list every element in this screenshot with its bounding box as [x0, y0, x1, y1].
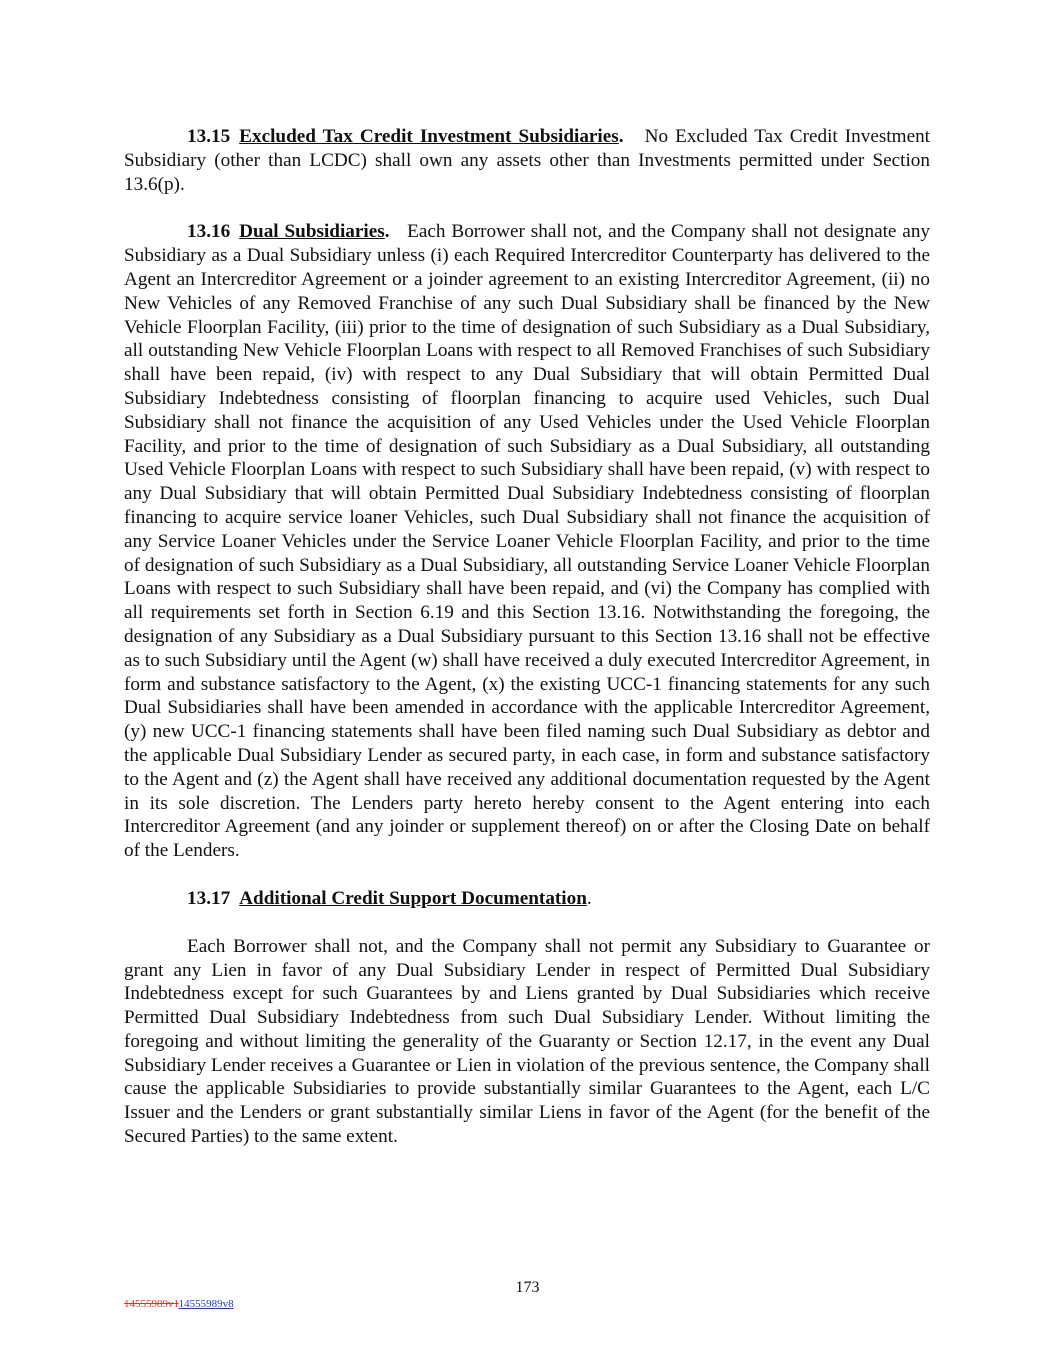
section-heading: Dual Subsidiaries — [239, 221, 385, 243]
document-id-deleted: 14555989v1 — [124, 1298, 179, 1310]
section-text: No Excluded Tax Credit Investment Subsidiary (other than LCDC) shall own any assets other than Investments permitted under Section 13.6(p). — [124, 126, 931, 195]
section-13-16: 13.16 Dual Subsidiaries. Each Borrower shall not, and the Company shall not designate any Subsidiary as a Dual Subsidiary unless (i) each Required Intercreditor Counterparty has delivered to the Agent an Intercreditor Agreement or a joinder agreement to an existing Intercreditor Agreement, (ii) no New Vehicles of any Removed Franchise of any such Dual Subsidiary shall be financed by the New Vehicle Floorplan Facility, (iii) prior to the time of designation of such Subsidiary as a Dual Subsidiary, all outstanding New Vehicle Floorplan Loans with respect to all Removed Franchises of such Subsidiary shall have been repaid, (iv) with respect to any Dual Subsidiary that will obtain Permitted Dual Subsidiary Indebtedness consisting of floorplan financing to acquire used Vehicles, such Dual Subsidiary shall not finance the acquisition of any Used Vehicles under the Used Vehicle Floorplan Facility, and prior to the time of designation of such Subsidiary as a Dual Subsidiary, all outstanding Used Vehicle Floorplan Loans with respect to such Subsidiary shall have been repaid, (v) with respect to any Dual Subsidiary that will obtain Permitted Dual Subsidiary Indebtedness consisting of floorplan financing to acquire service loaner Vehicles, such Dual Subsidiary shall not finance the acquisition of any Service Loaner Vehicles under the Service Loaner Vehicle Floorplan Facility, and prior to the time of designation of such Subsidiary as a Dual Subsidiary, all outstanding Service Loaner Vehicle Floorplan Loans with respect to such Subsidiary shall have been repaid, and (vi) the Company has complied with all requirements set forth in Section 6.19 and this Section 13.16. Notwithstanding the foregoing, the designation of any Subsidiary as a Dual Subsidiary pursuant to this Section 13.16 shall not be effective as to such Subsidiary until the Agent (w) shall have received a duly executed Intercreditor Agreement, in form and substance satisfactory to the Agent, (x) the existing UCC-1 financing statements for any such Dual Subsidiaries shall have been amended in accordance with the applicable Intercreditor Agreement, (y) new UCC-1 financing statements shall have been filed naming such Dual Subsidiary as debtor and the applicable Dual Subsidiary Lender as secured party, in each case, in form and substance satisfactory to the Agent and (z) the Agent shall have received any additional documentation requested by the Agent in its sole discretion. The Lenders party hereto hereby consent to the Agent entering into each Intercreditor Agreement (and any joinder or supplement thereof) on or after the Closing Date on behalf of the Lenders. — [124, 221, 931, 862]
section-13-17-heading: 13.17 Additional Credit Support Documentation. — [187, 887, 592, 909]
page-body — [124, 125, 930, 1149]
section-13-15: 13.15 Excluded Tax Credit Investment Subsidiaries. No Excluded Tax Credit Investment Subsidiary (other than LCDC) shall own any assets other than Investments permitted under Section 13.6(p). — [124, 126, 931, 195]
page-number: 173 — [515, 1279, 540, 1296]
section-text: Each Borrower shall not, and the Company shall not designate any Subsidiary as a Dual Subsidiary unless (i) each Required Intercreditor Counterparty has delivered to the Agent an Intercreditor Agreement or a joinder agreement to an existing Intercreditor Agreement, (ii) no New Vehicles of any Removed Franchise of any such Dual Subsidiary shall be financed by the New Vehicle Floorplan Facility, (iii) prior to the time of designation of such Subsidiary as a Dual Subsidiary, all outstanding New Vehicle Floorplan Loans with respect to all Removed Franchises of such Subsidiary shall have been repaid, (iv) with respect to any Dual Subsidiary that will obtain Permitted Dual Subsidiary Indebtedness consisting of floorplan financing to acquire used Vehicles, such Dual Subsidiary shall not finance the acquisition of any Used Vehicles under the Used Vehicle Floorplan Facility, and prior to the time of designation of such Subsidiary as a Dual Subsidiary, all outstanding Used Vehicle Floorplan Loans with respect to such Subsidiary shall have been repaid, (v) with respect to any Dual Subsidiary that will obtain Permitted Dual Subsidiary Indebtedness consisting of floorplan financing to acquire service loaner Vehicles, such Dual Subsidiary shall not finance the acquisition of any Service Loaner Vehicles under the Service Loaner Vehicle Floorplan Facility, and prior to the time of designation of such Subsidiary as a Dual Subsidiary, all outstanding Service Loaner Vehicle Floorplan Loans with respect to such Subsidiary shall have been repaid, and (vi) the Company has complied with all requirements set forth in Section 6.19 and this Section 13.16. Notwithstanding the foregoing, the designation of any Subsidiary as a Dual Subsidiary pursuant to this Section 13.16 shall not be effective as to such Subsidiary until the Agent (w) shall have received a duly executed Intercreditor Agreement, in form and substance satisfactory to the Agent, (x) the existing UCC-1 financing statements for any such Dual Subsidiaries shall have been amended in accordance with the applicable Intercreditor Agreement, (y) new UCC-1 financing statements shall have been filed naming such Dual Subsidiary as debtor and the applicable Dual Subsidiary Lender as secured party, in each case, in form and substance satisfactory to the Agent and (z) the Agent shall have received any additional documentation requested by the Agent in its sole discretion. The Lenders party hereto hereby consent to the Agent entering into each Intercreditor Agreement (and any joinder or supplement thereof) on or after the Closing Date on behalf of the Lenders. — [124, 221, 931, 862]
section-text: Each Borrower shall not, and the Company shall not permit any Subsidiary to Guarantee or grant any Lien in favor of any Dual Subsidiary Lender in respect of Permitted Dual Subsidiary Indebtedness except for such Guarantees by and Liens granted by Dual Subsidiaries which receive Permitted Dual Subsidiary Indebtedness from such Dual Subsidiary Lender. Without limiting the foregoing and without limiting the generality of the Guaranty or Section 12.17, in the event any Dual Subsidiary Lender receives a Guarantee or Lien in violation of the previous sentence, the Company shall cause the applicable Subsidiaries to provide substantially similar Guarantees to the Agent, each L/C Issuer and the Lenders or grant substantially similar Liens in favor of the Agent (for the benefit of the Secured Parties) to the same extent. — [124, 935, 930, 1148]
document-id — [124, 1297, 234, 1311]
section-number: 13.16 — [187, 221, 231, 243]
section-13-17-body — [124, 935, 930, 1149]
section-heading: Additional Credit Support Documentation — [239, 887, 587, 909]
document-id-inserted: 14555989v8 — [178, 1298, 234, 1310]
section-number: 13.17 — [187, 887, 231, 909]
section-heading: Excluded Tax Credit Investment Subsidiaries — [239, 126, 619, 147]
section-number: 13.15 — [187, 126, 231, 147]
